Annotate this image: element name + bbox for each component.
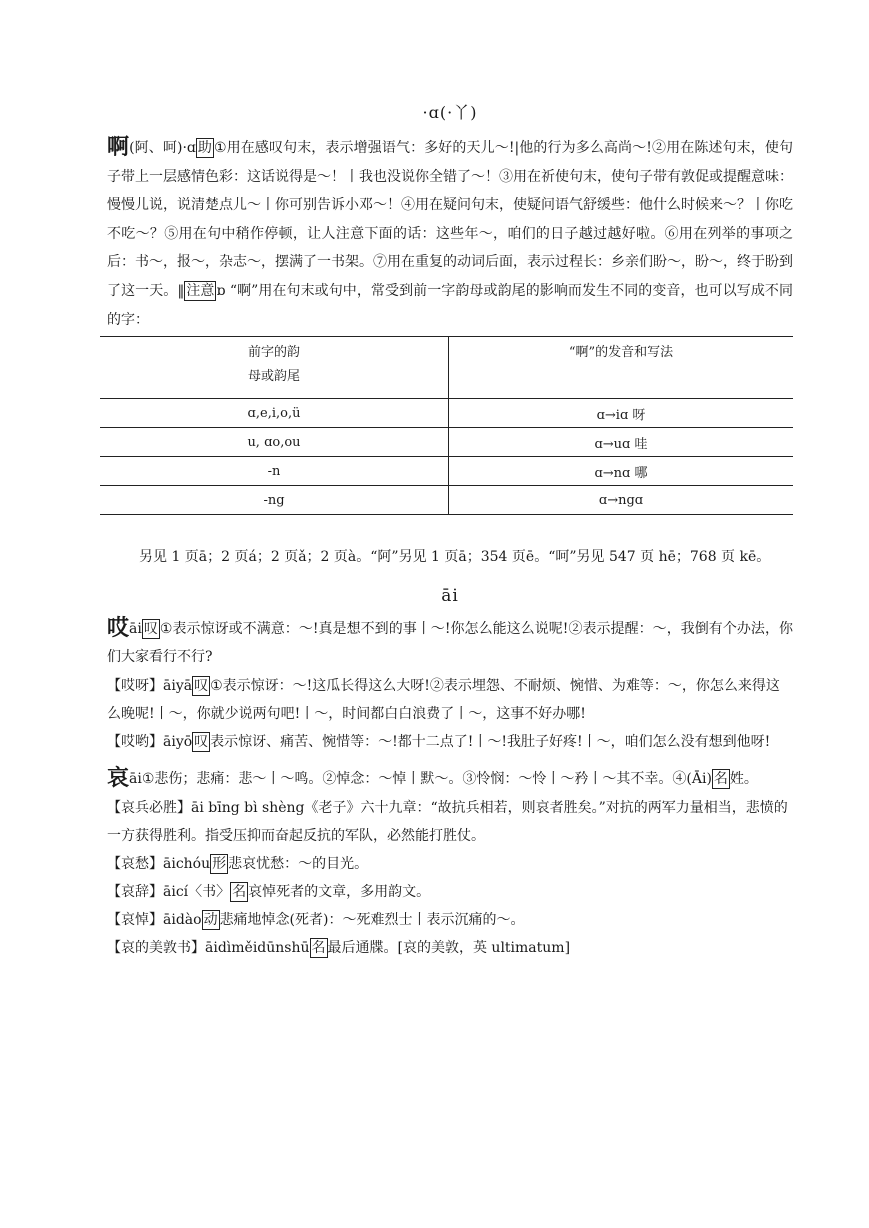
entry-aiya: 【哎呀】āiyā 叹 ①表示惊讶：～!这瓜长得这么大呀!②表示埋怨、不耐烦、惋惜、为难等：～，你怎么来得这么晚呢!丨～，你就少说两句吧!丨～，时间都白白浪费了丨～，这事不好办哪! bbox=[107, 677, 780, 722]
headword-a: 啊 bbox=[107, 134, 130, 160]
table-row: ɑ,e,i,o,ü ɑ→iɑ 呀 bbox=[100, 399, 793, 428]
entry-aibing: 【哀兵必胜】āi bīng bì shèng《老子》六十九章：“故抗兵相若，则哀者胜矣。”对抗的两军力量相当，悲愤的一方获得胜利。指受压抑而奋起反抗的军队，必然能打胜仗。 bbox=[107, 799, 788, 844]
entry-a bbox=[107, 133, 793, 334]
variants: (阿、呵)·ɑ bbox=[129, 140, 196, 156]
pos-tag: 形 bbox=[212, 855, 227, 872]
table-row: -ng ɑ→ngɑ bbox=[100, 486, 793, 515]
table-row: -n ɑ→nɑ 哪 bbox=[100, 457, 793, 486]
pos-tag: 叹 bbox=[143, 620, 158, 637]
entry-aidao: 【哀悼】āidào 动 悲痛地悼念(死者)：～死难烈士丨表示沉痛的～。 bbox=[107, 911, 525, 928]
entry-aichou: 【哀愁】āichóu 形 悲哀忧愁：～的目光。 bbox=[107, 855, 369, 872]
table-header-left: 前字的韵 母或韵尾 bbox=[100, 337, 449, 399]
definition-line1: ①用在感叹句末，表示增强语气：多好的天儿～!|他的行为多么高尚～!② bbox=[213, 140, 667, 156]
pos-tag: 名 bbox=[311, 939, 326, 956]
pos-tag: 动 bbox=[203, 911, 218, 928]
headword-ai2: 哀 bbox=[107, 764, 130, 791]
definition-rest: 用在陈述句末，使句子带上一层感情色彩：这话说得是～！丨我也没说你全错了～！③用在祈使句末，使句子带有敦促或提醒意味：慢慢儿说，说清楚点儿～丨你可别告诉小邓～！④用在疑问句末，使疑问语气舒缓些：他什么时候来～？丨你吃不吃～？⑤用在句中稍作停顿，让人注意下面的话：这些年～，咱们的日子越过越好啦。⑥用在列举的事项之后：书～，报～，杂志～，摆满了一书架。⑦用在重复的动词后面，表示过程长：乡亲们盼～，盼～，终于盼到了这一天。‖ bbox=[107, 140, 793, 299]
table-row: u, ɑo,ou ɑ→uɑ 哇 bbox=[100, 428, 793, 457]
pos-tag: 叹 bbox=[194, 733, 209, 750]
pronunciation-table bbox=[100, 336, 793, 515]
section-title-ai: āi bbox=[441, 585, 459, 606]
note-text: ɒ “啊”用在句末或句中，常受到前一字韵母或韵尾的影响而发生不同的变音，也可以写成不同的字： bbox=[107, 282, 793, 328]
pos-tag: 名 bbox=[713, 770, 728, 787]
dictionary-page bbox=[107, 100, 793, 962]
entry-ai2: 哀āi①悲伤；悲痛：悲～丨～鸣。②悼念：～悼丨默～。③怜悯：～怜丨～矜丨～其不幸。④(Āi) 名 姓。 bbox=[107, 764, 758, 791]
entry-aidimei: 【哀的美敦书】āidìměidūnshū 名 最后通牒。[哀的美敦，英 ultimatum] bbox=[107, 939, 571, 956]
entry-ai: 哎āi 叹 ①表示惊讶或不满意：～!真是想不到的事丨～!你怎么能这么说呢!②表示提醒：～，我倒有个办法，你们大家看行不行? bbox=[107, 614, 793, 666]
pos-tag: 叹 bbox=[194, 677, 209, 694]
pos-tag: 名 bbox=[232, 883, 247, 900]
table-header-right: “啊”的发音和写法 bbox=[568, 345, 674, 361]
entry-aiyo: 【哎哟】āiyō 叹 表示惊讶、痛苦、惋惜等：～!都十二点了!丨～!我肚子好疼!丨～，咱们怎么没有想到他呀! bbox=[107, 733, 771, 750]
entry-aici: 【哀辞】āicí〈书〉 名 哀悼死者的文章，多用韵文。 bbox=[107, 883, 431, 900]
headword-ai: 哎 bbox=[107, 614, 130, 641]
section-title-a: ·ɑ(·丫) bbox=[422, 103, 478, 122]
pos-tag: 助 bbox=[197, 140, 212, 156]
see-also: 另见 1 页ā；2 页á；2 页ǎ；2 页à。“阿”另见 1 页ā；354 页ē。“呵”另见 547 页 hē；768 页 kē。 bbox=[139, 549, 771, 566]
note-label: 注意 bbox=[186, 282, 215, 299]
